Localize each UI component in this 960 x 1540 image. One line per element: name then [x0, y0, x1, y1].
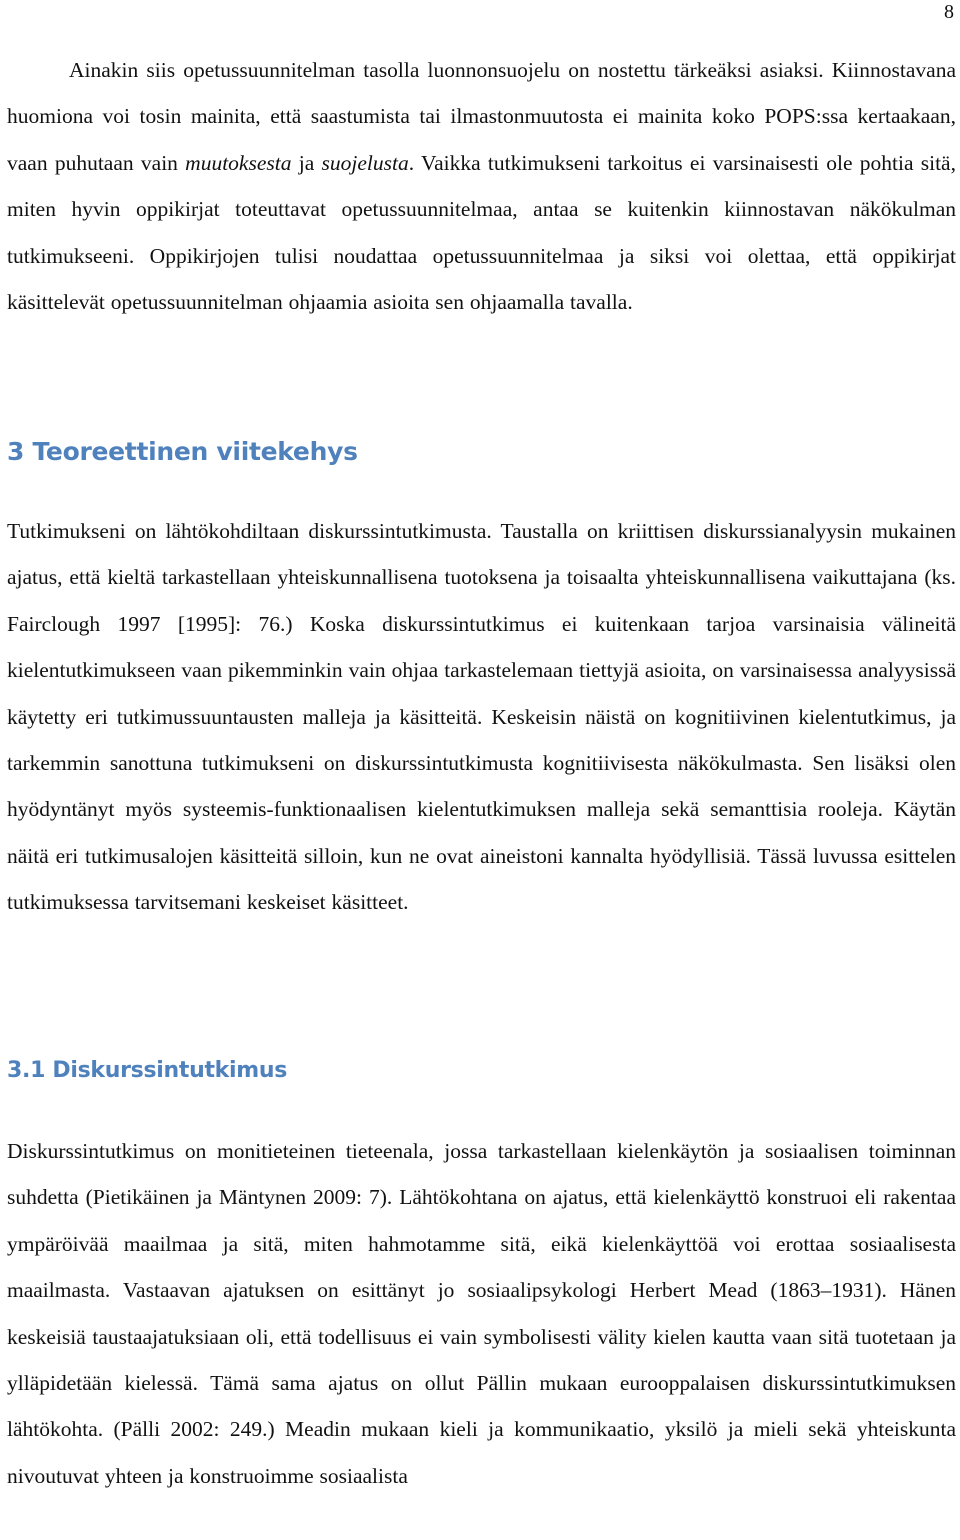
section-3-1-paragraph: Diskurssintutkimus on monitieteinen tieteenala, jossa tarkastellaan kielenkäytön ja sosiaalisen toiminnan suhdetta (Pietikäinen ja Mäntynen 2009: 7). Lähtökohtana on ajatus, että kielenkäyttö konstruoi eli rakentaa ympäröivää maailmaa ja sitä, miten hahmotamme sitä, eikä kielenkäyttöä voi erottaa sosiaalisesta maailmasta. Vastaavan ajatuksen on esittänyt jo sosiaalipsykologi Herbert Mead (1863–1931). Hänen keskeisiä taustaajatuksiaan oli, että todellisuus ei vain symbolisesti välity kielen kautta vaan sitä tuotetaan ja ylläpidetään kielessä. Tämä sama ajatus on ollut Pällin mukaan eurooppalaisen diskurssintutkimuksen lähtökohta. (Pälli 2002: 249.) Meadin mukaan kieli ja kommunikaatio, yksilö ja mieli sekä yhteiskunta nivoutuvat yhteen ja konstruoimme sosiaalista [7, 1139, 956, 1488]
section-3-heading: 3 Teoreettinen viitekehys [7, 437, 358, 466]
intro-text-3: . Vaikka tutkimukseni tarkoitus ei varsinaisesti ole pohtia sitä, miten hyvin oppikirjat toteuttavat opetussuunnitelmaa, antaa se kuitenkin kiinnostavan näkökulman tutkimukseeni. Oppikirjojen tulisi noudattaa opetussuunnitelmaa ja siksi voi olettaa, että oppikirjat käsittelevät opetussuunnitelman ohjaamia asioita sen ohjaamalla tavalla. [7, 150, 956, 315]
intro-text-2: ja [291, 150, 322, 175]
intro-text-1: Ainakin siis opetussuunnitelman tasolla luonnonsuojelu on nostettu tärkeäksi asiaksi. Kiinnostavana huomiona voi tosin mainita, että saastumista tai ilmastonmuutosta ei mainita koko POPS:ssa kertaakaan, vaan puhutaan vain [7, 58, 956, 175]
intro-paragraph [7, 47, 956, 325]
intro-emphasis-1: muutoksesta [185, 150, 292, 175]
intro-emphasis-2: suojelusta [321, 150, 409, 175]
section-3-paragraph: Tutkimukseni on lähtökohdiltaan diskurssintutkimusta. Taustalla on kriittisen diskurssianalyysin mukainen ajatus, että kieltä tarkastellaan yhteiskunnallisena tuotoksena ja toisaalta yhteiskunnallisena vaikuttajana (ks. Fairclough 1997 [1995]: 76.) Koska diskurssintutkimus ei kuitenkaan tarjoa varsinaisia välineitä kielentutkimukseen vaan pikemminkin vain ohjaa tarkastelemaan tiettyjä asioita, on varsinaisessa analyysissä käytetty eri tutkimussuuntausten malleja ja käsitteitä. Keskeisin näistä on kognitiivinen kielentutkimus, ja tarkemmin sanottuna tutkimukseni on diskurssintutkimusta kognitiivisesta näkökulmasta. Sen lisäksi olen hyödyntänyt myös systeemis-funktionaalisen kielentutkimuksen malleja sekä semanttisia rooleja. Käytän näitä eri tutkimusalojen käsitteitä silloin, kun ne ovat aineistoni kannalta hyödyllisiä. Tässä luvussa esittelen tutkimuksessa tarvitsemani keskeiset käsitteet. [7, 519, 956, 915]
page-number: 8 [944, 1, 954, 23]
section-3-1-heading: 3.1 Diskurssintutkimus [7, 1058, 288, 1083]
